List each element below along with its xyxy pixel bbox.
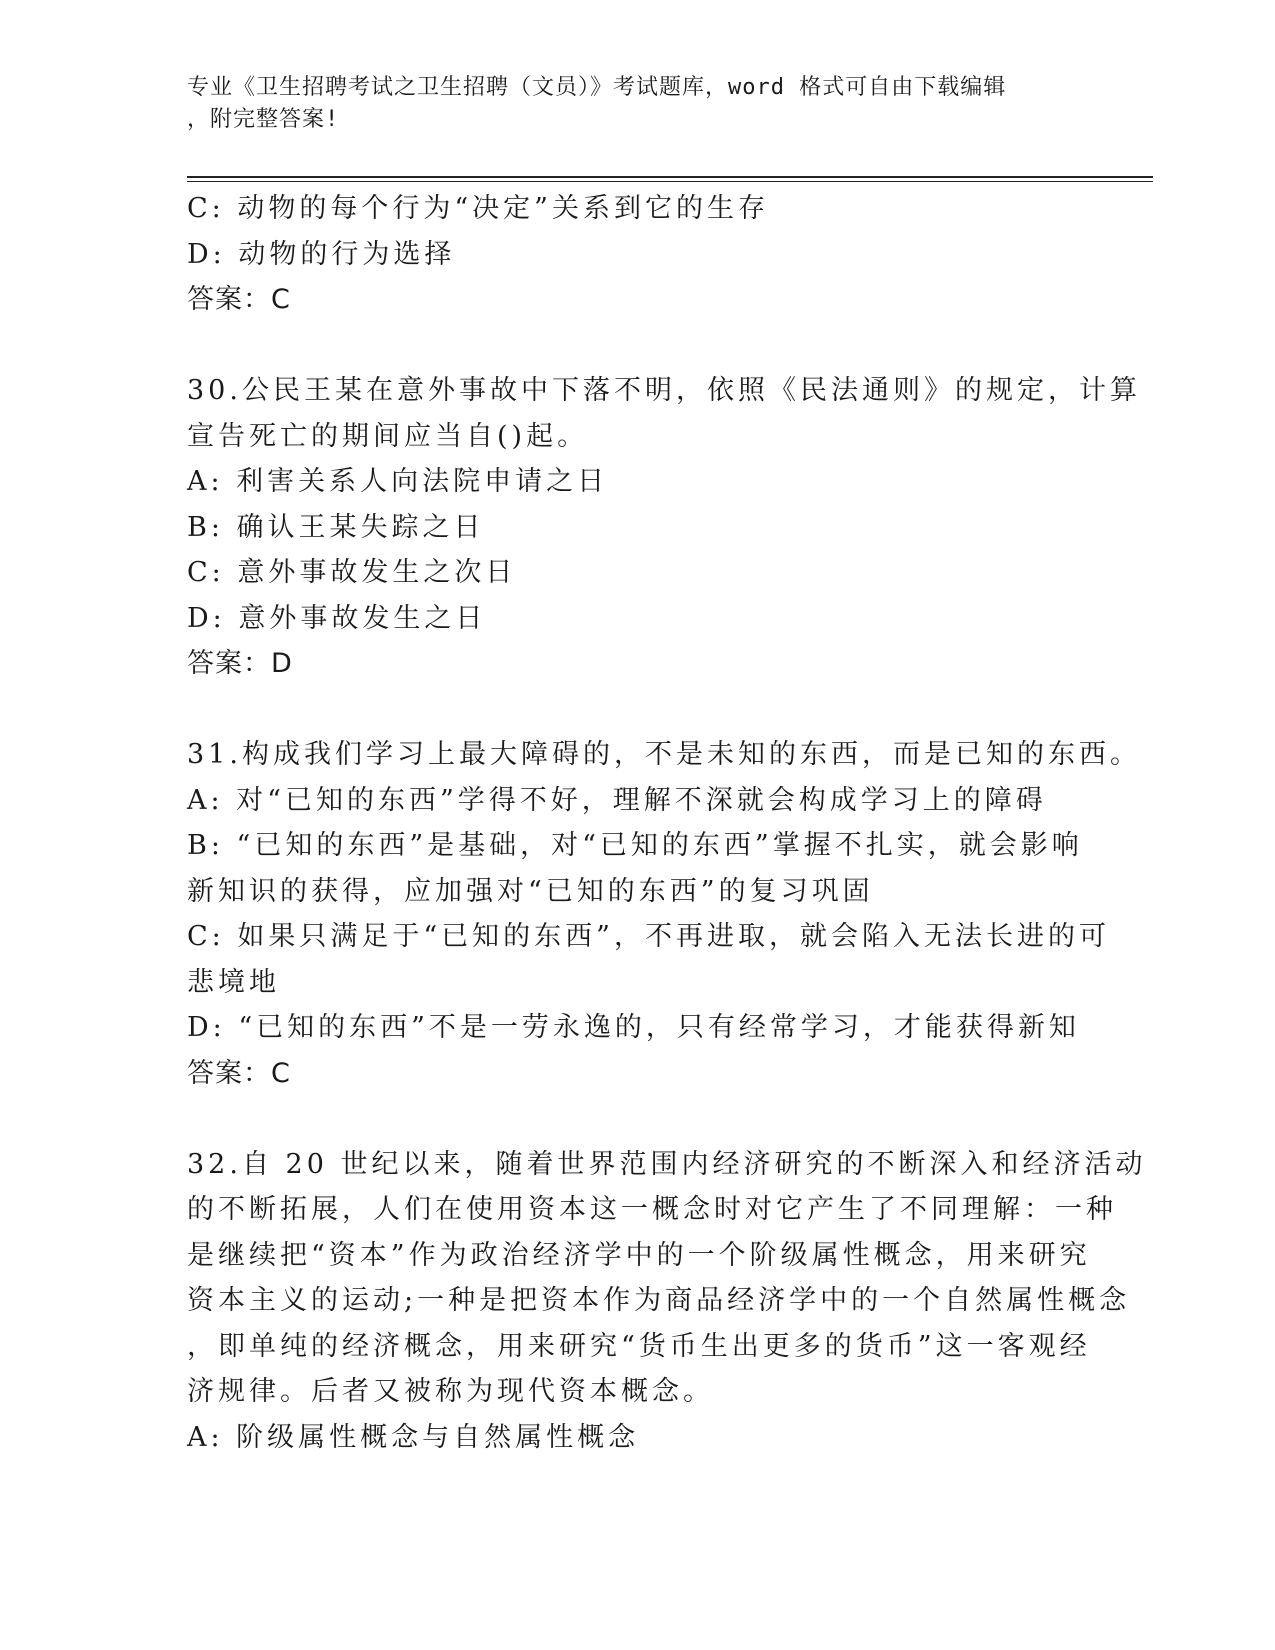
question-31 — [187, 732, 1141, 1096]
q31-option-c-line-1: C: 如果只满足于“已知的东西”，不再进取，就会陷入无法长进的可 — [187, 921, 1110, 952]
question-32 — [187, 1142, 1147, 1461]
prev-answer: 答案：C — [187, 284, 291, 315]
q32-stem-line-6: 济规律。后者又被称为现代资本概念。 — [187, 1376, 714, 1407]
q31-answer: 答案：C — [187, 1057, 291, 1089]
header-divider — [187, 176, 1153, 182]
q31-option-d: D: “已知的东西”不是一劳永逸的，只有经常学习，才能获得新知 — [187, 1012, 1080, 1043]
prev-option-d: D: 动物的行为选择 — [187, 238, 456, 270]
spacer — [187, 1096, 1087, 1142]
q31-option-b-line-1: B: “已知的东西”是基础，对“已知的东西”掌握不扎实，就会影响 — [187, 830, 1083, 861]
q31-option-c-line-2: 悲境地 — [187, 966, 280, 998]
q32-stem-line-4: 资本主义的运动;一种是把资本作为商品经济学中的一个自然属性概念 — [187, 1285, 1131, 1316]
header-line-1: 专业《卫生招聘考试之卫生招聘（文员）》考试题库，word 格式可自由下载编辑 — [187, 75, 1007, 100]
document-header — [187, 72, 1087, 136]
q32-stem-line-2: 的不断拓展，人们在使用资本这一概念时对它产生了不同理解：一种 — [187, 1194, 1117, 1225]
q31-stem-line-1: 31.构成我们学习上最大障碍的，不是未知的东西，而是已知的东西。 — [187, 739, 1141, 770]
q30-stem-line-2: 宣告死亡的期间应当自()起。 — [187, 420, 589, 452]
prev-question-block — [187, 186, 1087, 323]
document-body — [187, 186, 1147, 1460]
q32-stem-line-3: 是继续把“资本”作为政治经济学中的一个阶级属性概念，用来研究 — [187, 1239, 1091, 1271]
q30-option-a: A: 利害关系人向法院申请之日 — [187, 466, 609, 497]
q30-option-d: D: 意外事故发生之日 — [187, 602, 487, 634]
q30-stem-line-1: 30.公民王某在意外事故中下落不明，依照《民法通则》的规定，计算 — [187, 375, 1141, 406]
question-30 — [187, 368, 1141, 687]
spacer — [187, 687, 1087, 733]
q32-stem-line-5: ，即单纯的经济概念，用来研究“货币生出更多的货币”这一客观经 — [187, 1330, 1091, 1362]
spacer — [187, 323, 1087, 369]
q32-option-a: A: 阶级属性概念与自然属性概念 — [187, 1421, 640, 1453]
q32-stem-line-1: 32.自 20 世纪以来，随着世界范围内经济研究的不断深入和经济活动 — [187, 1148, 1147, 1180]
q31-option-b-line-2: 新知识的获得，应加强对“已知的东西”的复习巩固 — [187, 875, 874, 907]
q31-option-a: A: 对“已知的东西”学得不好，理解不深就会构成学习上的障碍 — [187, 784, 1047, 816]
q30-option-c: C: 意外事故发生之次日 — [187, 557, 517, 588]
header-line-2: ，附完整答案! — [187, 107, 340, 132]
q30-answer: 答案：D — [187, 648, 293, 679]
q30-option-b: B: 确认王某失踪之日 — [187, 511, 485, 543]
prev-option-c: C: 动物的每个行为“决定”关系到它的生存 — [187, 193, 769, 224]
